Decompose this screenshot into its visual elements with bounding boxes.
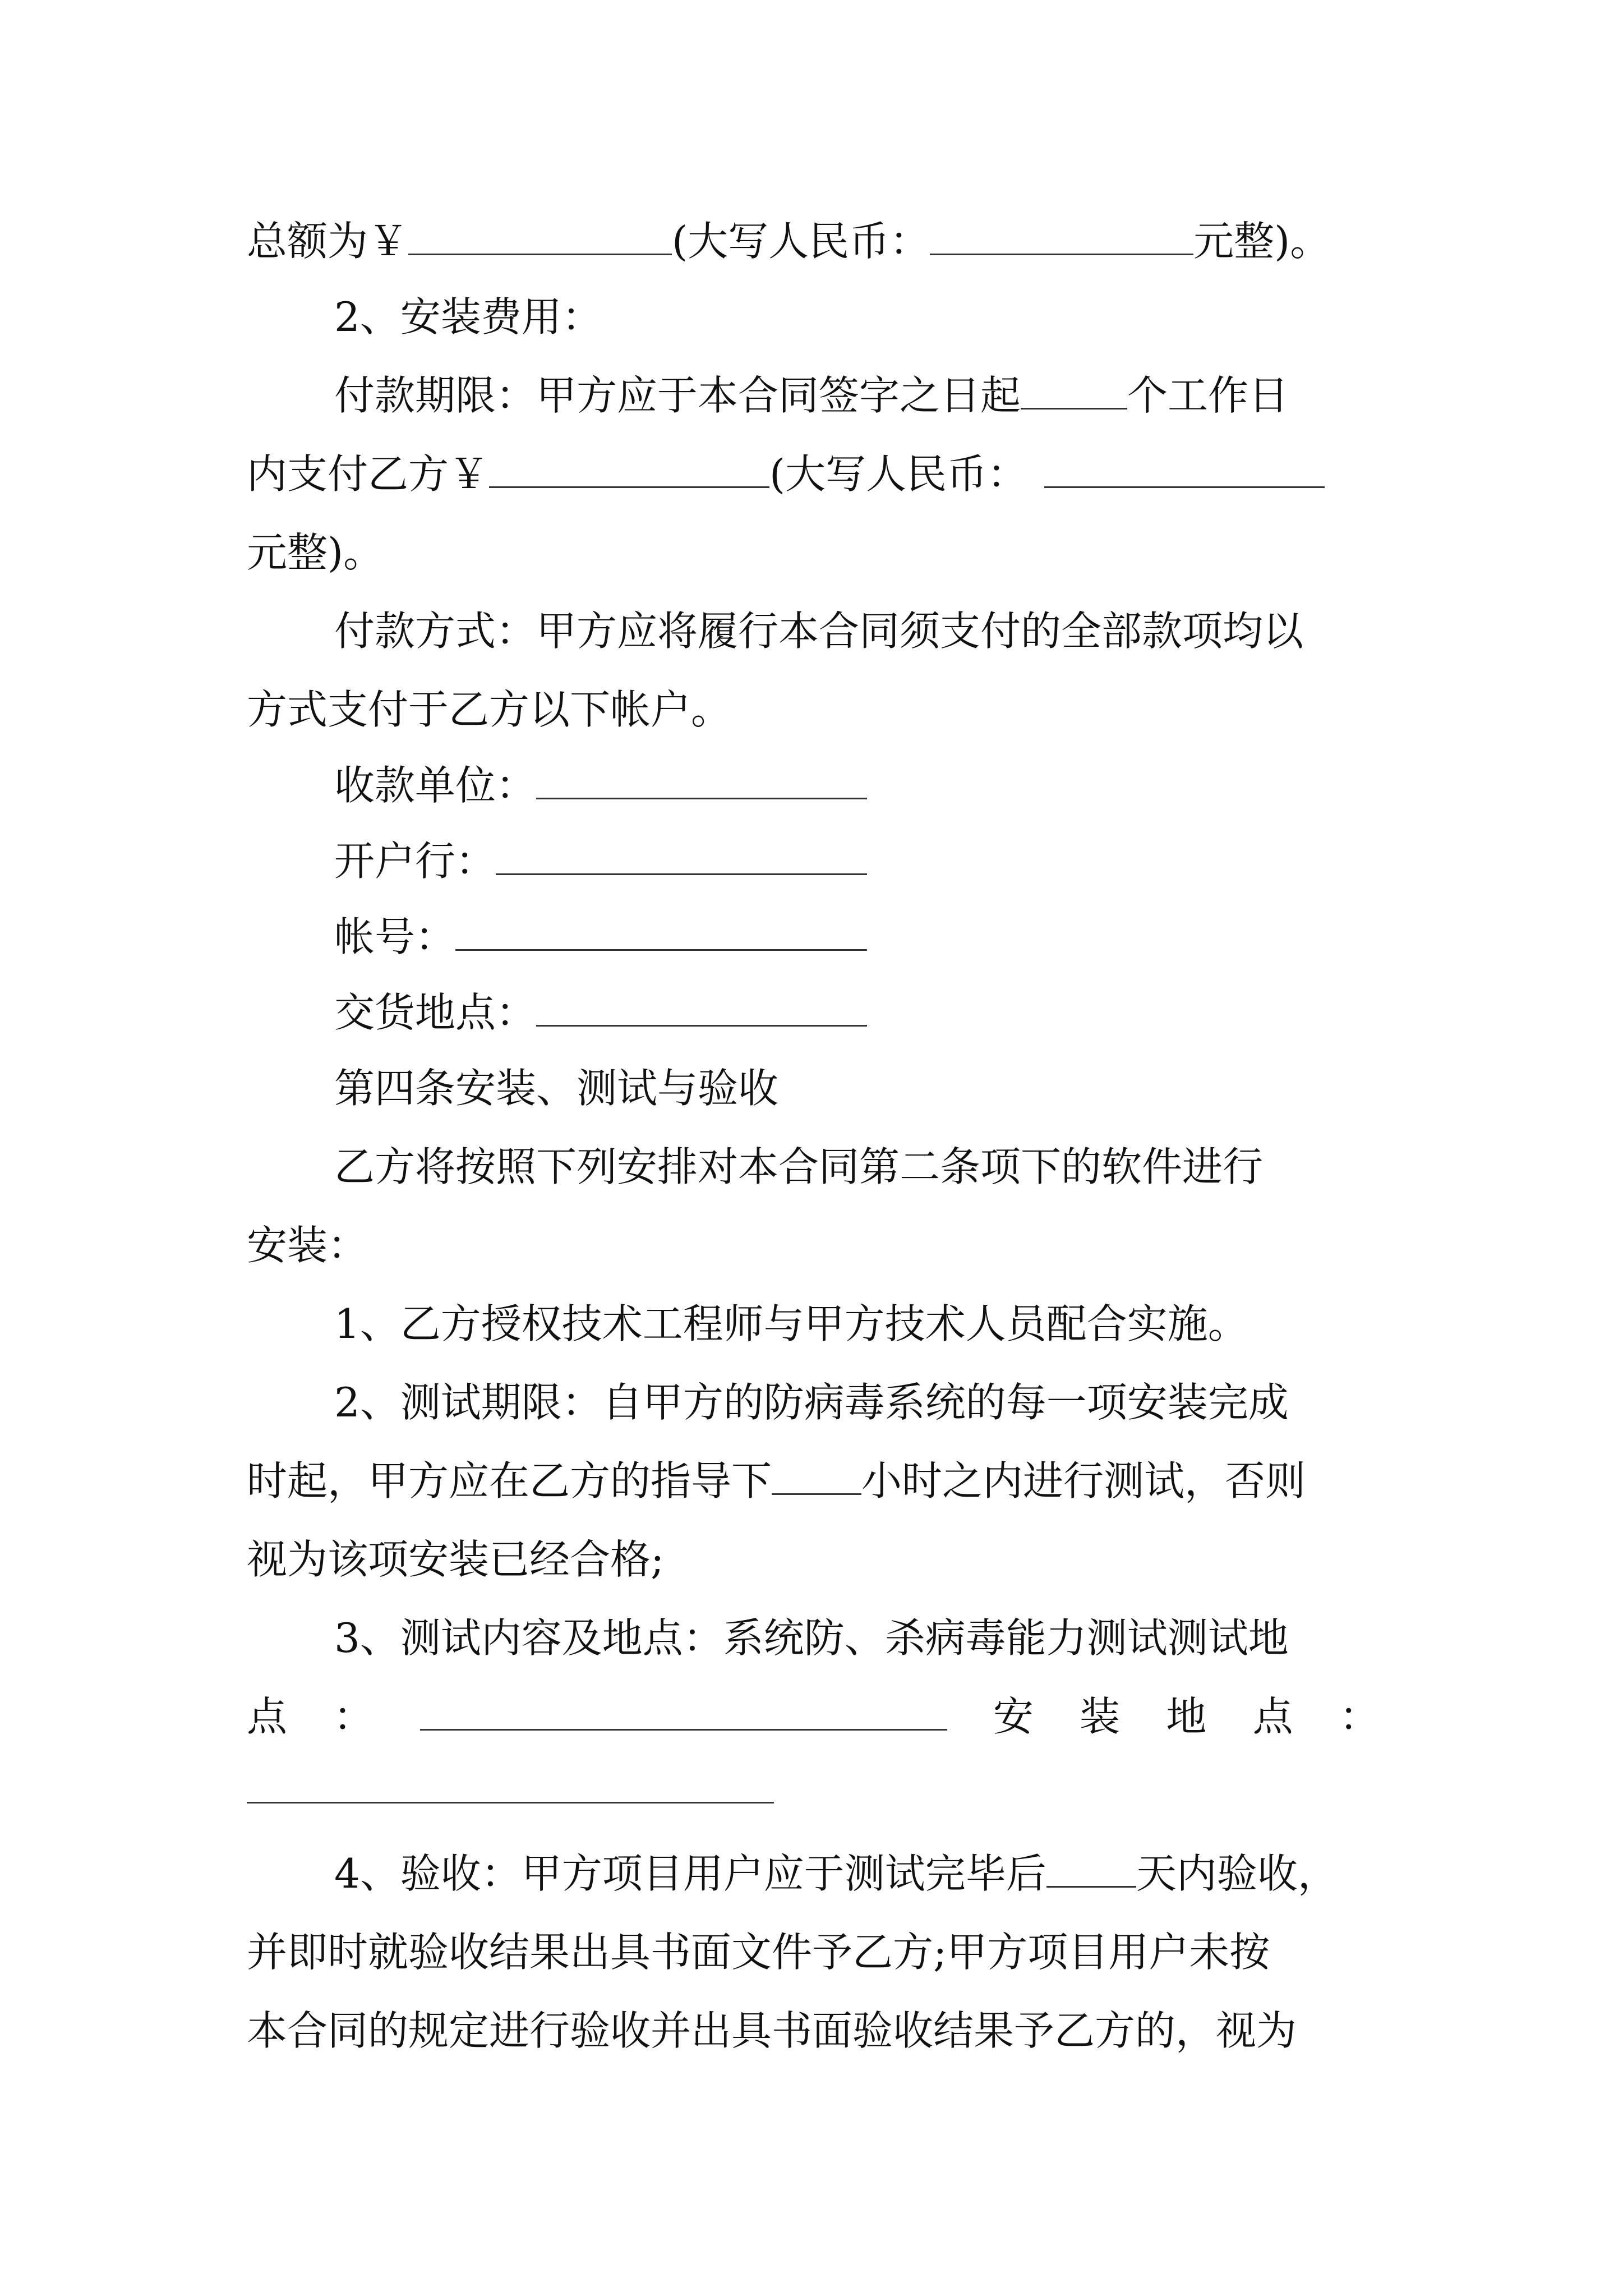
blank-days (1046, 1847, 1136, 1888)
text-segment: 本合同的规定进行验收并出具书面验收结果予乙方的，视为 (247, 2007, 1297, 2054)
paragraph-line (247, 676, 1380, 743)
paragraph-line (334, 979, 1467, 1046)
paragraph-line (334, 597, 1467, 665)
blank-bank (496, 834, 867, 875)
text-segment: 帐号： (334, 913, 456, 960)
paragraph-line (247, 1447, 1380, 1515)
blank-test-location (420, 1690, 947, 1731)
text-segment: 乙方将按照下列安排对本合同第二条项下的软件进行 (334, 1143, 1264, 1190)
paragraph-line (247, 208, 1380, 275)
blank-days (1021, 369, 1127, 409)
text-segment: 视为该项安装已经合格; (247, 1536, 665, 1583)
text-segment: 点 (247, 1693, 288, 1740)
text-segment: 时起，甲方应在乙方的指导下 (247, 1457, 772, 1504)
text-segment: 内支付乙方￥ (247, 450, 490, 498)
paragraph-line (334, 1133, 1467, 1200)
text-segment: 天内验收， (1136, 1850, 1338, 1897)
paragraph-line (247, 1918, 1380, 1986)
blank-install-location (247, 1763, 774, 1803)
text-segment: ： (1339, 1693, 1380, 1740)
section-heading (334, 1055, 1467, 1122)
paragraph-line (334, 827, 1467, 895)
paragraph-line (334, 1604, 1467, 1672)
blank-amount-words (930, 214, 1193, 255)
paragraph-line (334, 903, 1467, 970)
text-segment: 元整)。 (1193, 218, 1331, 265)
text-segment: (大写人民币： (769, 450, 1028, 498)
text-segment: 方式支付于乙方以下帐户。 (247, 686, 732, 733)
text-segment: 个工作日 (1127, 372, 1289, 419)
text-segment: 4、验收：甲方项目用户应于测试完毕后 (334, 1850, 1046, 1897)
text-segment: 交货地点： (334, 989, 537, 1036)
text-segment: 第四条安装、测试与验收 (334, 1065, 779, 1112)
text-segment: 地 (1166, 1693, 1207, 1740)
paragraph-line (247, 1212, 1380, 1279)
text-segment: 装 (1080, 1693, 1121, 1740)
text-segment: 付款方式：甲方应将履行本合同须支付的全部款项均以 (334, 608, 1304, 655)
blank-amount (489, 447, 769, 488)
blank-payee (536, 758, 867, 799)
paragraph-line (334, 283, 1467, 351)
text-segment: 1、乙方授权技术工程师与甲方技术人员配合实施。 (334, 1300, 1248, 1347)
blank-account (455, 910, 867, 951)
paragraph-line (334, 1369, 1467, 1436)
blank-hours (772, 1454, 861, 1495)
paragraph-line (334, 362, 1467, 429)
text-segment: 并即时就验收结果出具书面文件予乙方;甲方项目用户未按 (247, 1929, 1270, 1976)
text-segment: 收款单位： (334, 762, 537, 809)
text-segment: 总额为￥ (247, 218, 409, 265)
text-segment: 开户行： (334, 838, 496, 885)
text-segment: 3、测试内容及地点：系统防、杀病毒能力测试测试地 (334, 1614, 1289, 1662)
text-segment: 2、安装费用： (334, 293, 602, 341)
paragraph-line (247, 440, 1380, 508)
blank-delivery-place (536, 986, 867, 1027)
paragraph-line (247, 1683, 1380, 1750)
paragraph-line (334, 1840, 1467, 1907)
blank-amount-words (1044, 447, 1325, 488)
text-segment: 小时之内进行测试，否则 (861, 1457, 1306, 1504)
text-segment: ： (333, 1693, 374, 1740)
text-segment: 付款期限：甲方应于本合同签字之日起 (334, 372, 1021, 419)
text-segment: 点 (1252, 1693, 1293, 1740)
blank-amount (408, 214, 672, 255)
paragraph-line (247, 1997, 1380, 2064)
paragraph-line (334, 1290, 1467, 1358)
paragraph-line (247, 1526, 1380, 1593)
text-segment: 2、测试期限：自甲方的防病毒系统的每一项安装完成 (334, 1379, 1289, 1426)
text-segment: 元整)。 (247, 529, 384, 576)
paragraph-line (247, 519, 1380, 586)
paragraph-line (334, 752, 1467, 819)
text-segment: (大写人民币： (672, 218, 930, 265)
text-segment: 安装： (247, 1222, 368, 1269)
text-segment: 安 (993, 1693, 1034, 1740)
paragraph-line (247, 1756, 1380, 1823)
